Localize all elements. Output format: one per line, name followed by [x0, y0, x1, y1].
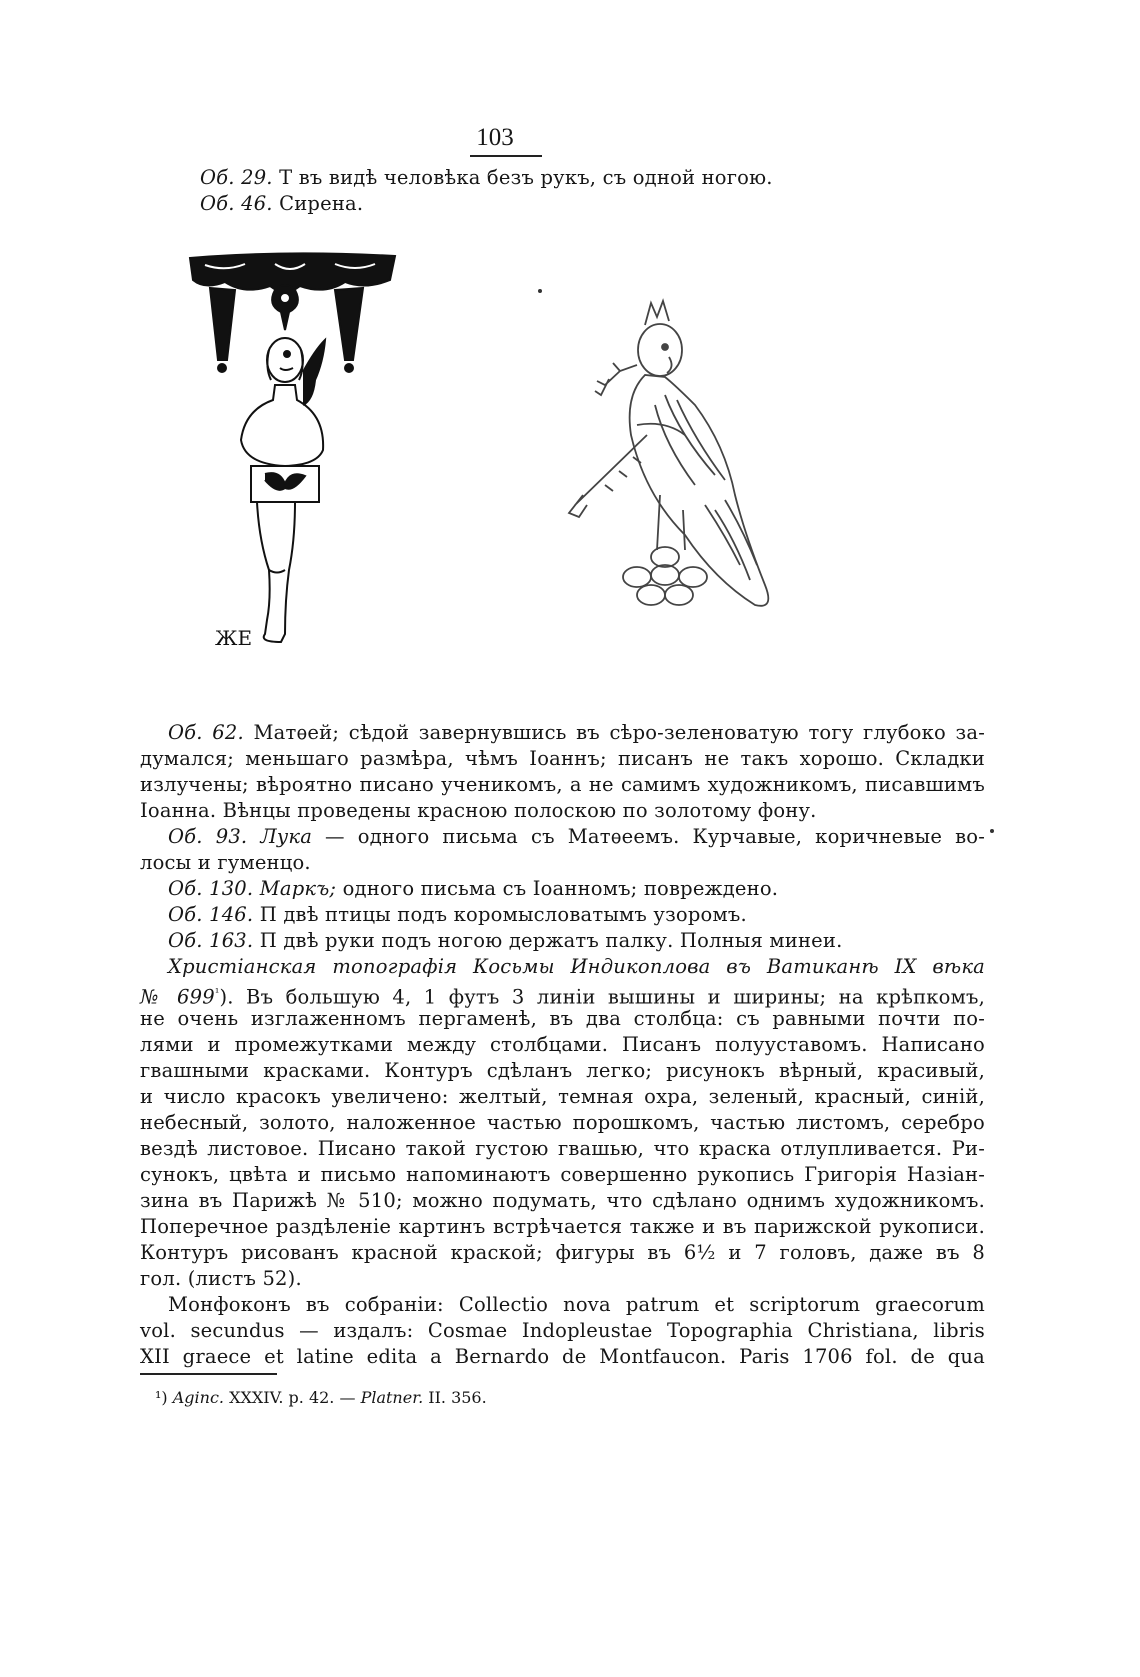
text: ). Въ большую 4, 1 футъ 3 линіи вышины и ширины; на крѣпкомъ,: [219, 985, 985, 1009]
title-line1: Христіанская топографія Косьмы Индикоплова въ Ватиканѣ IX вѣка: [168, 955, 985, 978]
header-text-ob29: Т въ видѣ человѣка безъ рукъ, съ одной ногою.: [272, 166, 773, 189]
topography-line12: гол. (листъ 52).: [140, 1267, 302, 1290]
topography-title: [168, 954, 985, 980]
text: одного письма съ Іоанномъ; повреждено.: [336, 877, 779, 900]
text: П двѣ птицы подъ коромысловатымъ узоромъ.: [253, 903, 747, 926]
speck: [538, 289, 542, 293]
text: Матѳей; сѣдой завернувшись въ сѣро-зеленоватую тогу глубоко за-: [243, 721, 985, 744]
montfaucon-line1: Монфоконъ въ собраніи: Collectio nova patrum et scriptorum graecorum: [168, 1293, 985, 1316]
name-luka: Лука: [260, 825, 313, 848]
initial-t-illustration: [185, 250, 400, 660]
footnote-text-1: XXXIV. p. 42. —: [224, 1388, 361, 1407]
para-ob163: [168, 928, 1013, 954]
ref-ob163: Об. 163.: [168, 929, 254, 952]
para-ob62-line1: [168, 720, 985, 746]
montfaucon-line2: vol. secundus — издалъ: Cosmae Indopleustae Topographia Christiana, libris: [140, 1319, 985, 1342]
topography-line3: лями и промежутками между столбцами. Писанъ полууставомъ. Написано: [140, 1033, 985, 1056]
topography-line6: небесный, золото, наложенное частью порошкомъ, частью листомъ, серебро: [140, 1111, 985, 1134]
footnote-mark: ¹: [214, 986, 220, 999]
para-ob93-line2: лосы и гуменцо.: [140, 851, 311, 874]
footnote-text-2: II. 356.: [423, 1388, 487, 1407]
topography-line8: сунокъ, цвѣта и письмо напоминаютъ совершенно рукопись Григорія Назіан-: [140, 1163, 985, 1186]
ref-ob146: Об. 146.: [168, 903, 254, 926]
footnote: [155, 1388, 487, 1407]
header-line-ob46: [200, 191, 1045, 217]
name-mark: Маркъ;: [259, 877, 337, 900]
footnote-mark: ¹): [155, 1388, 168, 1407]
topography-line11: Контуръ рисованъ красной краской; фигуры въ 6½ и 7 головъ, даже въ 8: [140, 1241, 985, 1264]
page-number-rule: [470, 155, 542, 157]
footnote-author-1: Aginc.: [172, 1388, 225, 1407]
topography-line9: зина въ Парижѣ № 510; можно подумать, что сдѣлано однимъ художникомъ.: [140, 1189, 985, 1212]
para-ob62-line2: думался; меньшаго размѣра, чѣмъ Іоаннъ; писанъ не такъ хорошо. Складки: [140, 747, 985, 770]
para-ob62-line3: излучены; вѣроятно писано ученикомъ, а не самимъ художникомъ, писавшимъ: [140, 773, 985, 796]
header-text-ob46: Сирена.: [272, 192, 364, 215]
header-line-ob29: [200, 165, 1045, 191]
ref-ob29: Об. 29.: [200, 166, 273, 189]
footnote-rule: [140, 1373, 277, 1375]
para-ob62-line4: Іоанна. Вѣнцы проведены красною полоскою по золотому фону.: [140, 799, 817, 822]
montfaucon-line3: XII graece et latine edita a Bernardo de Montfaucon. Paris 1706 fol. de qua: [140, 1345, 985, 1368]
page-number: 103: [476, 124, 514, 151]
topography-line2: не очень изглаженномъ пергаменѣ, въ два столбца: съ равными почти по-: [140, 1007, 985, 1030]
speck: [990, 829, 994, 833]
monogram: ЖЕ: [215, 626, 253, 650]
topography-line4: гвашными красками. Контуръ сдѣланъ легко; рисунокъ вѣрный, красивый,: [140, 1059, 985, 1082]
topography-line10: Поперечное раздѣленіе картинъ встрѣчается также и въ парижской рукописи.: [140, 1215, 985, 1238]
ref-ob93: Об. 93.: [168, 825, 248, 848]
ref-ob62: Об. 62.: [168, 721, 244, 744]
text: П двѣ руки подъ ногою держатъ палку. Полныя минеи.: [253, 929, 843, 952]
topography-line5: и число красокъ увеличено: желтый, темная охра, зеленый, красный, синій,: [140, 1085, 985, 1108]
topography-line7: вездѣ листовое. Писано такой густою гвашью, что краска отлупливается. Ри-: [140, 1137, 985, 1160]
title-line2: № 699: [140, 985, 215, 1009]
para-ob146: [168, 902, 1013, 928]
para-ob130: [168, 876, 1013, 902]
ref-ob130: Об. 130.: [168, 877, 254, 900]
para-ob93-line1: [168, 824, 985, 850]
text: — одного письма съ Матѳеемъ. Курчавые, коричневые во-: [312, 825, 985, 848]
ref-ob46: Об. 46.: [200, 192, 273, 215]
siren-illustration: [565, 295, 835, 640]
footnote-author-2: Platner.: [360, 1388, 424, 1407]
